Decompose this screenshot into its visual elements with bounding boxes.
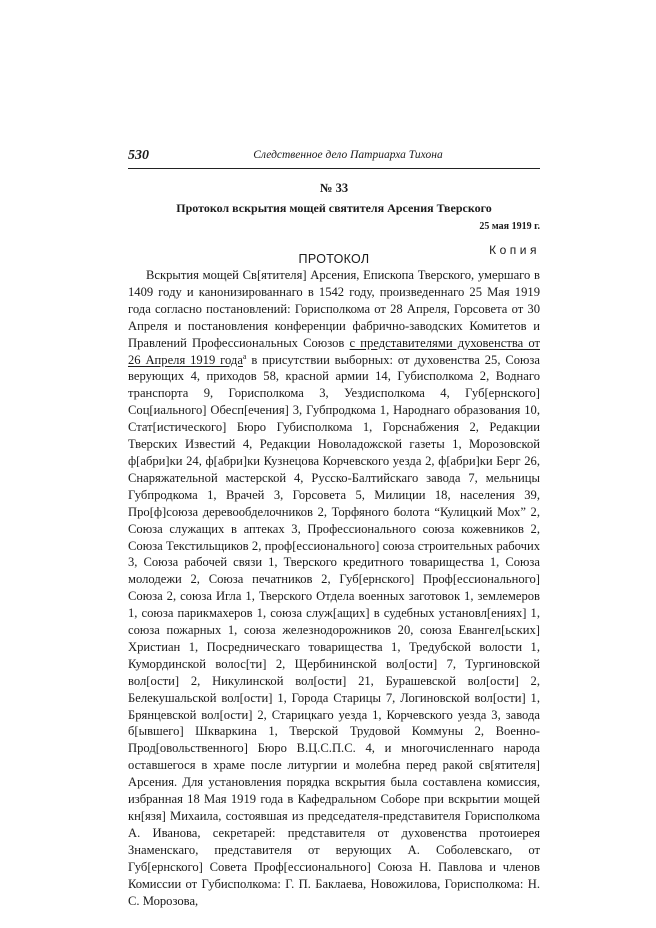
running-head bbox=[128, 148, 540, 168]
document-title: Протокол вскрытия мощей святителя Арсения Тверского bbox=[176, 201, 492, 215]
footnote-marker: а bbox=[242, 351, 247, 361]
document-number: № 33 bbox=[319, 181, 349, 195]
copy-label: Копия bbox=[489, 243, 540, 257]
body-text-part-2: в присутствии выборных: от духовенства 25, Союза верующих 4, приходов 58, красной армии 14, Губисполкома 2, Воднаго транспорта 9, Горисполкома 3, Уездисполкома 4, Губ[ернского] Соц[иального] Обесп[ечения] 3, Губпродкома 1, Народнаго образования 10, Стат[истического] Бюро Губисполкома 1, Горснабжения 2, Редакции Тверских Известий 4, Редакции Новоладожской газеты 1, Морозовской ф[абри]ки 24, ф[абри]ки Кузнецова Корчевского уезда 2, ф[абри]ки Берг 26, Снаряжательной мастерской 4, Русско-Балтийскаго завода 7, мельницы Губпродкома 1, Врачей 3, Горсовета 5, Милиции 18, населения 39, Про[ф]союза деревообделочников 2, Торфяного болота “Кулицкий Мох” 2, Союза служащих в аптеках 3, Профессионального союза кожевников 2, Союза Текстильщиков 2, проф[ессионального] союза строительных рабочих 3, Союза рабочей связи 1, Тверского кредитного товарищества 1, Союза молодежи 2, Союза печатников 2, Губ[ернского] Проф[ессионального] Союза 2, союза Игла 1, Тверского Отдела военных заготовок 1, землемеров 1, союза парикмахеров 1, союза служ[ащих] в судебных установл[ениях] 1, союза пожарных 1, союза железнодорожников 20, союза Евангел[ьских] Христиан 1, Посредническаго товарищества 1, Тредубской волости 1, Кумординской волос[ти] 2, Щербининской вол[ости] 7, Тургиновской вол[ости] 2, Никулинской вол[ости] 21, Бурашевской вол[ости] 2, Белекушальской вол[ости] 1, Города Старицы 7, Логиновской вол[ости] 1, Брянцевской вол[ости] 2, Старицкаго уезда 1, Корчевского уезда 3, завода б[ывшего] Шкваркина 1, Тверской Трудовой Коммуны 2, Военно-Прод[овольственного] Бюро В.Ц.С.П.С. 4, и многочисленнаго народа оставшегося в храме после литургии и молебна перед ракой св[ятителя] Арсения. Для установления порядка вскрытия была составлена комиссия, избранная 18 Мая 1919 года в Кафедральном Соборе при вскрытии мощей кн[язя] Михаила, состоявшая из председателя-представителя Горисполкома А. Иванова, секретарей: представителя от духовенства протоиерея Знаменскаго, представителя от верующих А. Соболевскаго, от Губ[ернского] Совета Проф[ессионального] Союза Н. Павлова и членов Комиссии от Губисполкома: Г. П. Баклаева, Новожилова, Горисполкома: Н. С. Морозова, bbox=[128, 352, 540, 908]
document-page bbox=[128, 0, 540, 928]
underlined-phrase: с представителями духовенства от 26 Апреля 1919 года bbox=[128, 335, 540, 367]
body-text-part-1: Вскрытия мощей Св[ятителя] Арсения, Епископа Тверского, умершаго в 1409 году и канонизированнаго в 1542 году, произведеннаго 25 Мая 1919 года согласно постановлений: Горисполкома от 28 Апреля, Горсовета от 30 Апреля и постановления конференции фабрично-заводских Комитетов и Правлений Профессиональных Союзов bbox=[128, 268, 540, 350]
header-rule bbox=[128, 168, 540, 169]
protocol-body bbox=[128, 267, 540, 909]
protocol-heading: ПРОТОКОЛ bbox=[298, 252, 370, 266]
running-title: Следственное дело Патриарха Тихона bbox=[253, 149, 443, 161]
document-date: 25 мая 1919 г. bbox=[479, 221, 540, 232]
page-number: 530 bbox=[128, 148, 149, 163]
